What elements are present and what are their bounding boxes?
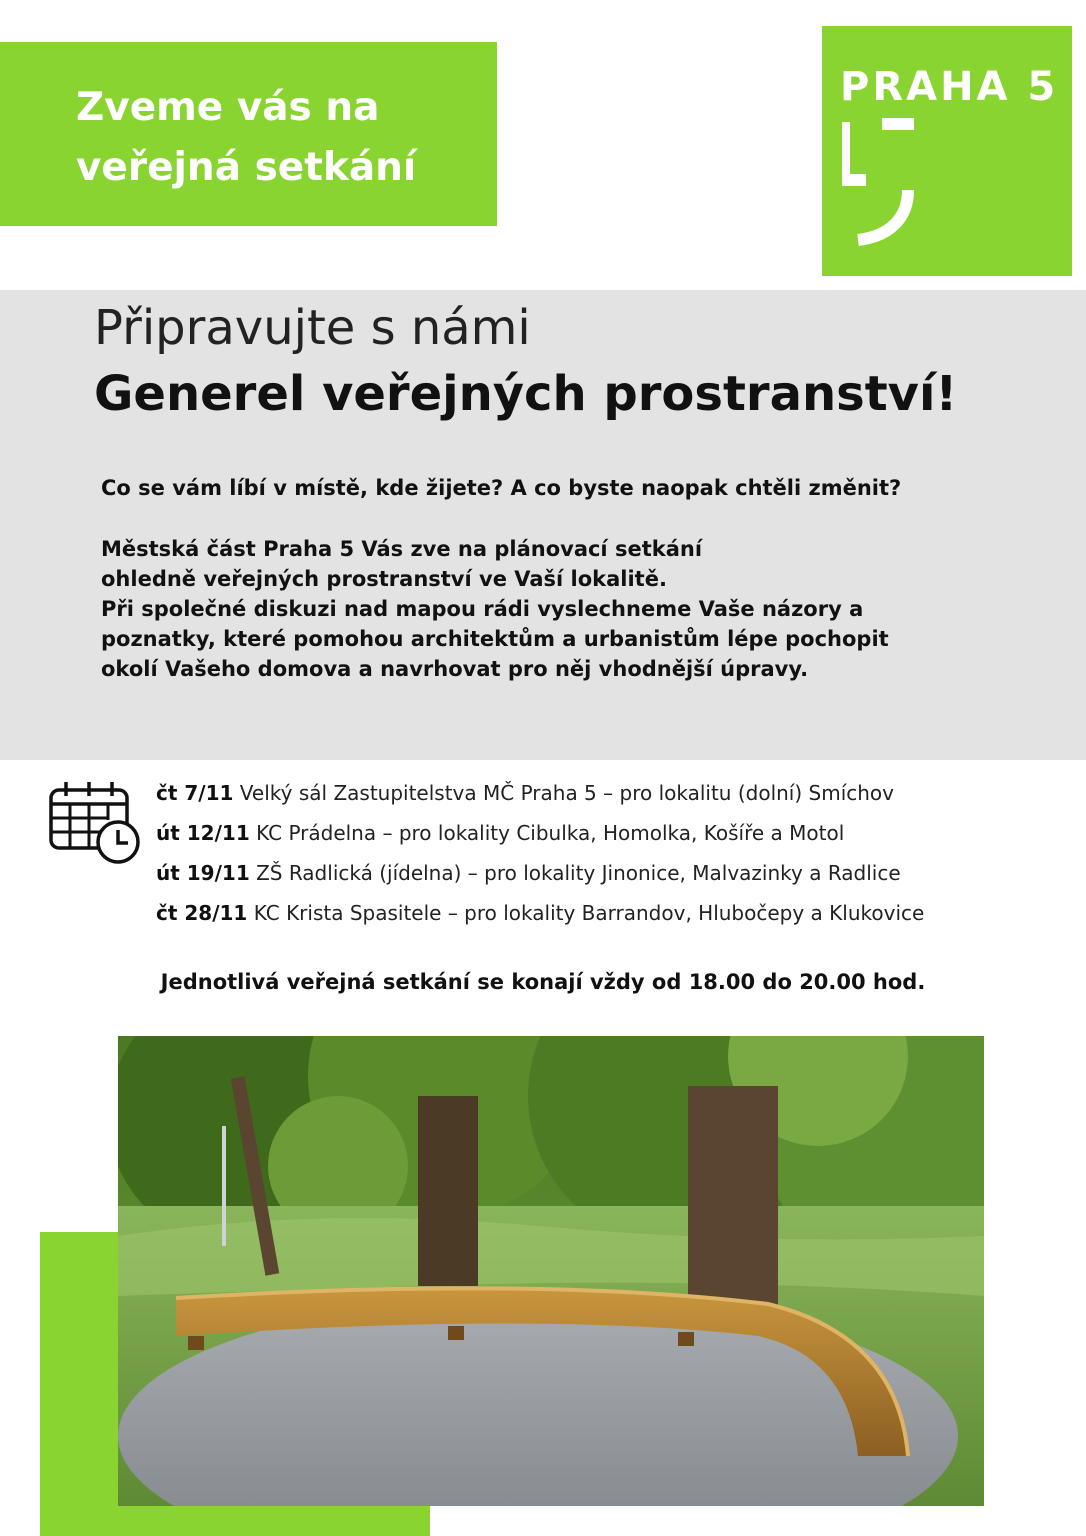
intro-subtitle: Připravujte s námi [94, 300, 531, 356]
invite-heading [76, 78, 496, 198]
schedule-item [156, 860, 1066, 900]
body-line: poznatky, které pomohou architektům a urbanistům lépe pochopit [101, 627, 889, 651]
schedule-date: út 12/11 [156, 821, 250, 845]
body-line: Při společné diskuzi nad mapou rádi vyslechneme Vaše názory a [101, 597, 864, 621]
schedule-date: čt 28/11 [156, 901, 248, 925]
schedule-date: út 19/11 [156, 861, 250, 885]
schedule-item [156, 780, 1066, 820]
schedule-date: čt 7/11 [156, 781, 234, 805]
schedule-list [156, 780, 1066, 940]
page-title: Generel veřejných prostranství! [94, 366, 958, 422]
body-line: Městská část Praha 5 Vás zve na plánovací setkání [101, 537, 703, 561]
schedule-item [156, 820, 1066, 860]
park-illustration [118, 1036, 984, 1506]
schedule-text: KC Krista Spasitele – pro lokality Barrandov, Hlubočepy a Klukovice [253, 901, 925, 925]
body-line: ohledně veřejných prostranství ve Vaší lokalitě. [101, 567, 667, 591]
intro-body [101, 534, 1001, 684]
schedule-text: KC Prádelna – pro lokality Cibulka, Homolka, Košíře a Motol [256, 821, 845, 845]
praha5-logo-mark-icon [842, 118, 922, 248]
body-line: okolí Vašeho domova a navrhovat pro něj vhodnější úpravy. [101, 657, 809, 681]
intro-band [0, 290, 1086, 760]
calendar-clock-icon [48, 780, 144, 866]
park-bench-photo [118, 1036, 984, 1506]
invite-line-2: veřejná setkání [76, 145, 417, 190]
invite-line-1: Zveme vás na [76, 85, 380, 130]
schedule-item [156, 900, 1066, 940]
logo-text: PRAHA 5 [840, 64, 1059, 110]
intro-question: Co se vám líbí v místě, kde žijete? A co byste naopak chtěli změnit? [101, 476, 902, 500]
schedule-text: Velký sál Zastupitelstva MČ Praha 5 – pro lokalitu (dolní) Smíchov [239, 781, 894, 805]
schedule-text: ZŠ Radlická (jídelna) – pro lokality Jinonice, Malvazinky a Radlice [256, 861, 901, 885]
time-note: Jednotlivá veřejná setkání se konají vždy od 18.00 do 20.00 hod. [160, 970, 926, 994]
praha5-logo [822, 26, 1072, 276]
